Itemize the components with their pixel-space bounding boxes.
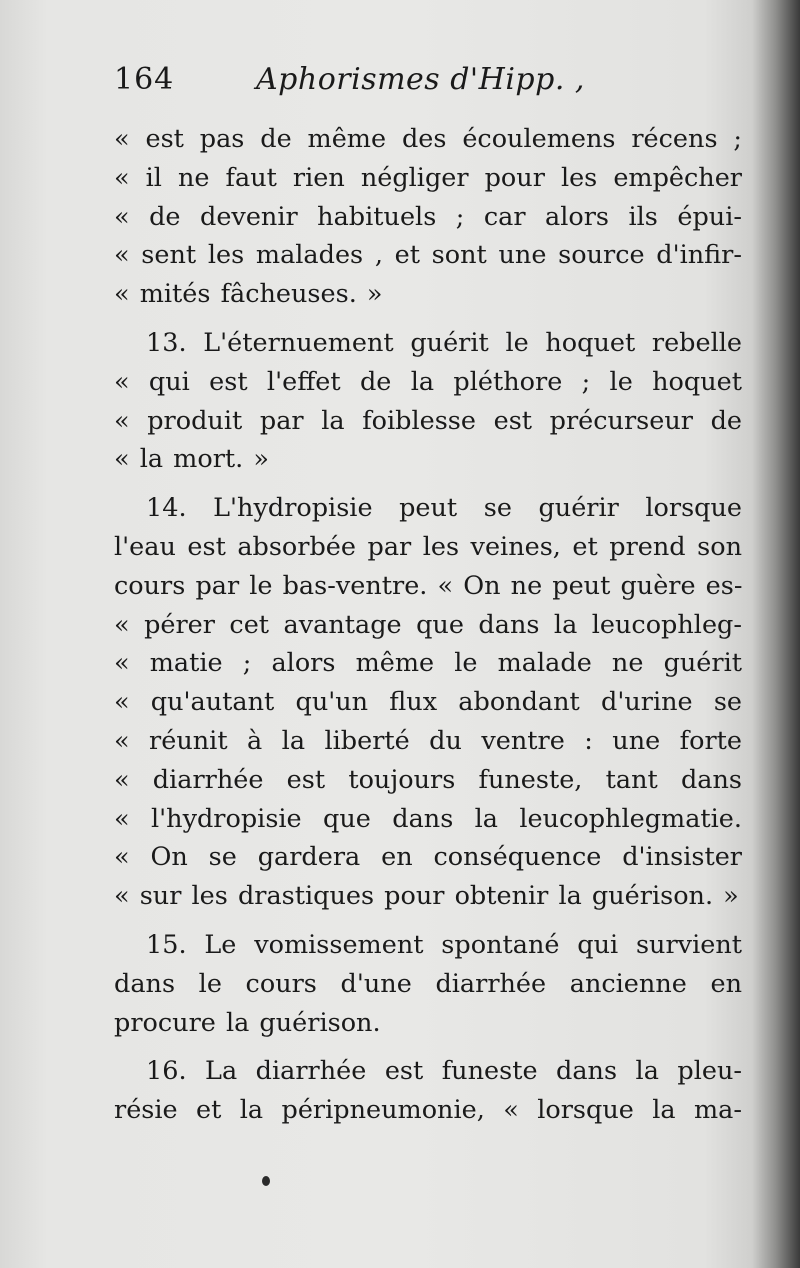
paragraph-gap bbox=[114, 916, 742, 926]
text-line: « réunit à la liberté du ventre : une forte bbox=[114, 725, 742, 756]
text-line: l'eau est absorbée par les veines, et prend son bbox=[114, 531, 742, 562]
text-line: « mités fâcheuses. » bbox=[114, 279, 383, 310]
text-line: « qu'autant qu'un flux abondant d'urine se bbox=[114, 687, 742, 718]
ink-speck bbox=[262, 1176, 270, 1186]
text-line: « diarrhée est toujours funeste, tant dans bbox=[114, 764, 742, 795]
text-line: résie et la péripneumonie, « lorsque la ma- bbox=[114, 1095, 742, 1126]
text-line: « produit par la foiblesse est précurseur de bbox=[114, 405, 742, 436]
paragraph-gap bbox=[114, 314, 742, 324]
aphorism-15-start: 15. Le vomissement spontané qui survient bbox=[146, 929, 742, 960]
text-line: « la mort. » bbox=[114, 444, 269, 475]
aphorism-16-start: 16. La diarrhée est funeste dans la pleu- bbox=[146, 1056, 742, 1087]
text-line: « de devenir habituels ; car alors ils épui- bbox=[114, 201, 742, 232]
paragraph-gap bbox=[114, 1042, 742, 1052]
text-line: procure la guérison. bbox=[114, 1007, 381, 1038]
page-header bbox=[114, 62, 714, 106]
aphorism-13-start: 13. L'éternuement guérit le hoquet rebelle bbox=[146, 327, 742, 358]
text-line: « il ne faut rien négliger pour les empêcher bbox=[114, 162, 742, 193]
text-line: « est pas de même des écoulemens récens ; bbox=[114, 124, 742, 154]
text-line: « l'hydropisie que dans la leucophlegmatie. bbox=[114, 803, 742, 834]
body-text bbox=[114, 120, 742, 1130]
text-line: « matie ; alors même le malade ne guérit bbox=[114, 648, 742, 679]
text-line: cours par le bas-ventre. « On ne peut guère es- bbox=[114, 570, 743, 601]
text-line: « qui est l'effet de la pléthore ; le hoquet bbox=[114, 366, 742, 397]
text-line: dans le cours d'une diarrhée ancienne en bbox=[114, 968, 742, 999]
text-line: « On se gardera en conséquence d'insister bbox=[114, 842, 742, 873]
running-title: Aphorismes d'Hipp. , bbox=[256, 62, 585, 97]
paragraph-gap bbox=[114, 479, 742, 489]
aphorism-14-start: 14. L'hydropisie peut se guérir lorsque bbox=[146, 493, 742, 524]
text-line: « sur les drastiques pour obtenir la guérison. » bbox=[114, 881, 739, 912]
text-line: « pérer cet avantage que dans la leucophleg- bbox=[114, 609, 742, 640]
page-number: 164 bbox=[114, 62, 175, 97]
text-line: « sent les malades , et sont une source d'infir- bbox=[114, 240, 742, 271]
